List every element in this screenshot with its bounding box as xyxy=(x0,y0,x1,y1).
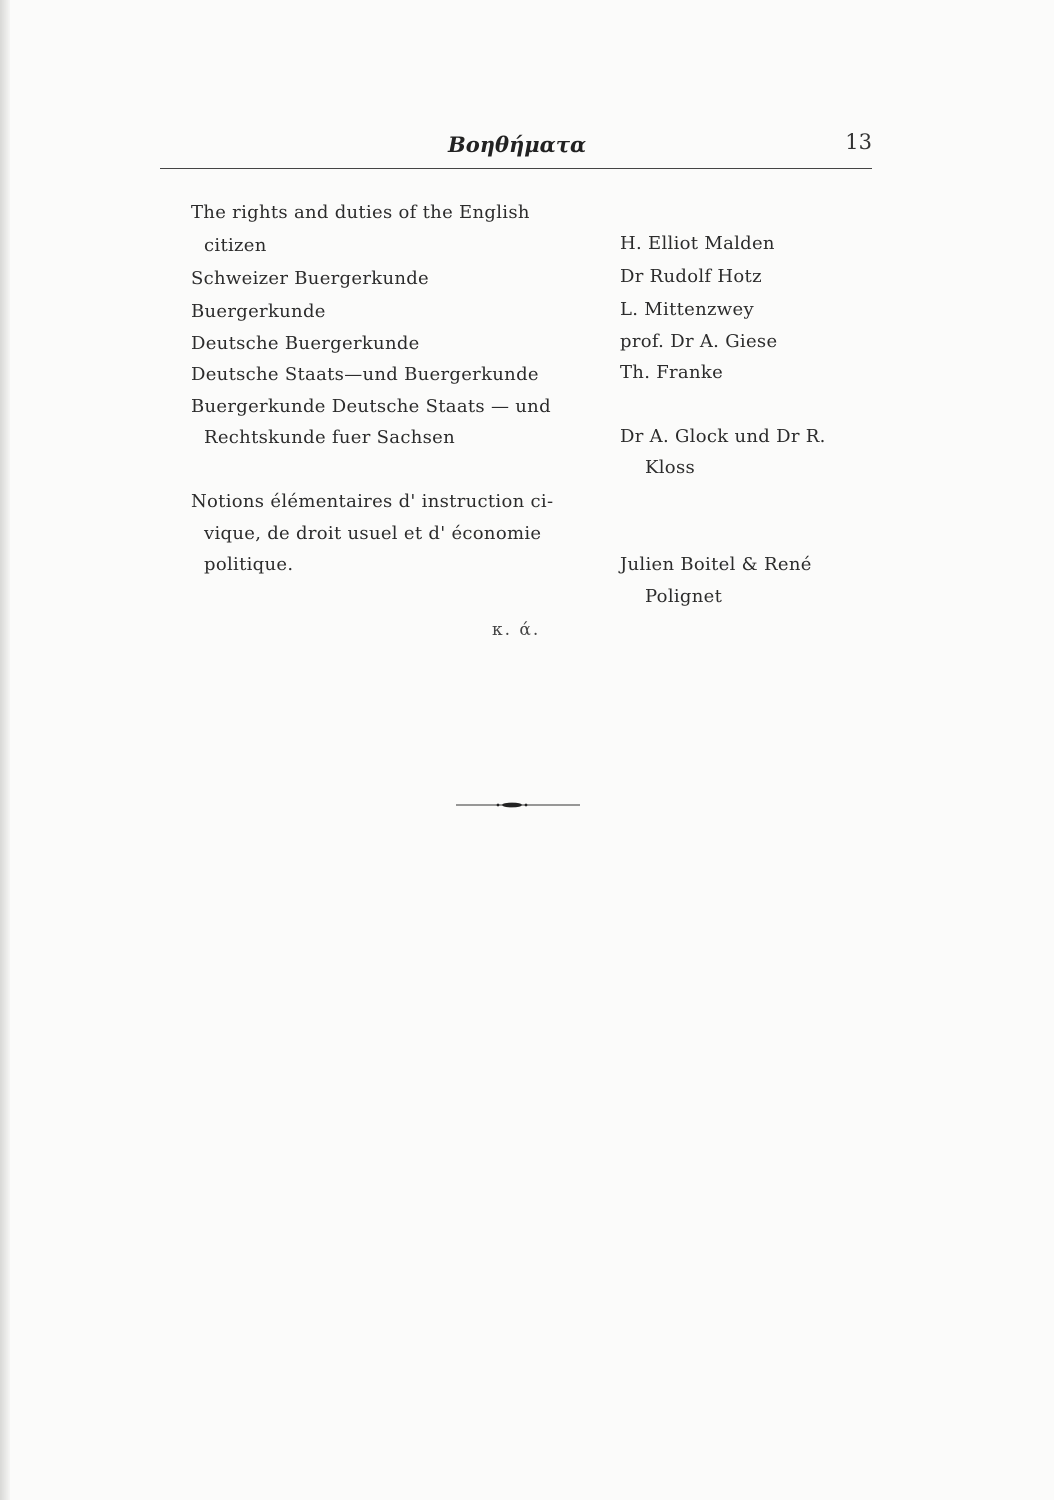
entry-title: Deutsche Staats—und Buergerkunde xyxy=(191,364,539,385)
entry-author: Th. Franke xyxy=(620,362,724,383)
entry-title: Buergerkunde xyxy=(191,301,326,322)
entry-author: L. Mittenzwey xyxy=(620,299,754,320)
entry-title: politique. xyxy=(204,554,294,575)
running-title: Βοηθήματα xyxy=(448,132,587,157)
page-edge xyxy=(0,0,10,1500)
entry-title: Schweizer Buergerkunde xyxy=(191,268,430,289)
entry-title: Deutsche Buergerkunde xyxy=(191,333,420,354)
header-rule xyxy=(160,168,872,169)
author-initials: κ. ά. xyxy=(492,620,541,640)
entry-title: Notions élémentaires d' instruction ci- xyxy=(191,491,554,512)
page-number: 13 xyxy=(845,130,872,154)
entry-author: Julien Boitel & René xyxy=(620,554,812,575)
entry-author: Dr A. Glock und Dr R. xyxy=(620,426,826,447)
entry-title: The rights and duties of the English xyxy=(191,202,530,223)
entry-title: Rechtskunde fuer Sachsen xyxy=(204,427,455,448)
entry-author: Polignet xyxy=(645,586,723,607)
entry-author: prof. Dr A. Giese xyxy=(620,331,778,352)
entry-title: Buergerkunde Deutsche Staats — und xyxy=(191,396,551,417)
entry-author: H. Elliot Malden xyxy=(620,233,775,254)
entry-title: citizen xyxy=(204,235,267,256)
entry-author: Kloss xyxy=(645,457,696,478)
running-head xyxy=(160,128,872,162)
entry-author: Dr Rudolf Hotz xyxy=(620,266,762,287)
entry-title: vique, de droit usuel et d' économie xyxy=(204,523,542,544)
end-ornament xyxy=(456,798,580,812)
